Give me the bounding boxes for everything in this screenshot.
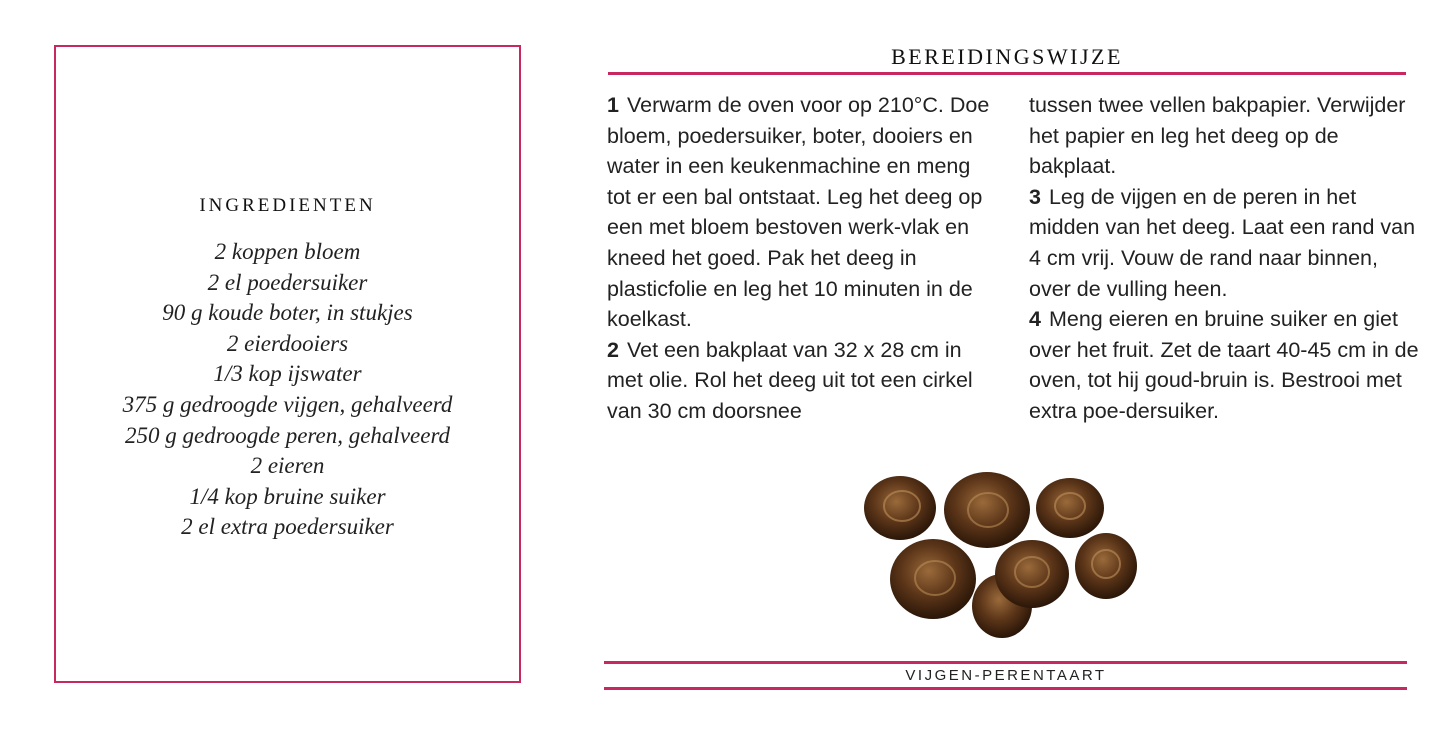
dried-fig [864, 476, 936, 540]
dried-figs-image [860, 466, 1150, 646]
fig-cluster [864, 472, 1137, 638]
heading-rule [608, 72, 1406, 75]
step-number: 2 [607, 337, 619, 362]
step-text: Vet een bakplaat van 32 x 28 cm in met olie. Rol het deeg uit tot een cirkel van 30 cm doorsnee [607, 337, 973, 423]
ingredient-item: 2 eieren [250, 453, 325, 479]
ingredients-card [54, 45, 521, 683]
ingredient-item: 2 eierdooiers [226, 330, 349, 356]
dried-fig [890, 539, 976, 619]
step-text: Meng eieren en bruine suiker en giet over het fruit. Zet de taart 40-45 cm in de oven, tot hij goud-bruin is. Bestrooi met extra poe-dersuiker. [1029, 307, 1419, 423]
ingredients-list [56, 237, 519, 543]
step-text: Verwarm de oven voor op 210°C. Doe bloem, poedersuiker, boter, dooiers en water in een keukenmachine en meng tot er een bal ontstaat. Leg het deeg op een met bloem bestoven werk-vlak en kneed het goed. Pak het deeg in plasticfolie en leg het 10 minuten in de koelkast. [607, 93, 990, 332]
dried-fig [944, 472, 1030, 548]
ingredient-item: 1/4 kop bruine suiker [189, 483, 386, 509]
recipe-title: VIJGEN-PERENTAART [905, 667, 1107, 684]
step-number: 3 [1029, 184, 1041, 209]
method-step-2-continued: tussen twee vellen bakpapier. Verwijder het papier en leg het deeg op de bakplaat. [1029, 93, 1406, 179]
method-step-3 [1029, 182, 1419, 304]
method-step-4 [1029, 304, 1419, 426]
method-column-left [607, 90, 992, 427]
ingredient-item: 250 g gedroogde peren, gehalveerd [124, 422, 451, 448]
dried-fig [995, 540, 1069, 608]
ingredient-item: 1/3 kop ijswater [213, 361, 362, 387]
dried-fig [1036, 478, 1104, 538]
method-step-2 [607, 335, 992, 427]
dried-fig [1075, 533, 1137, 599]
method-step-1 [607, 90, 992, 335]
ingredient-item: 375 g gedroogde vijgen, gehalveerd [122, 391, 453, 417]
method-heading: BEREIDINGSWIJZE [891, 44, 1123, 69]
footer-top-rule [604, 661, 1407, 664]
ingredient-item: 2 koppen bloem [214, 239, 361, 264]
ingredient-item: 2 el extra poedersuiker [181, 514, 394, 540]
step-text: Leg de vijgen en de peren in het midden van het deeg. Laat een rand van 4 cm vrij. Vouw de rand naar binnen, over de vulling heen. [1029, 184, 1416, 301]
method-column-right [1029, 90, 1419, 427]
step-number: 4 [1029, 307, 1041, 332]
ingredients-title: INGREDIENTEN [199, 195, 376, 216]
ingredient-item: 2 el poedersuiker [207, 269, 368, 295]
ingredient-item: 90 g koude boter, in stukjes [162, 300, 413, 326]
footer-bottom-rule [604, 687, 1407, 690]
step-number: 1 [607, 93, 619, 117]
